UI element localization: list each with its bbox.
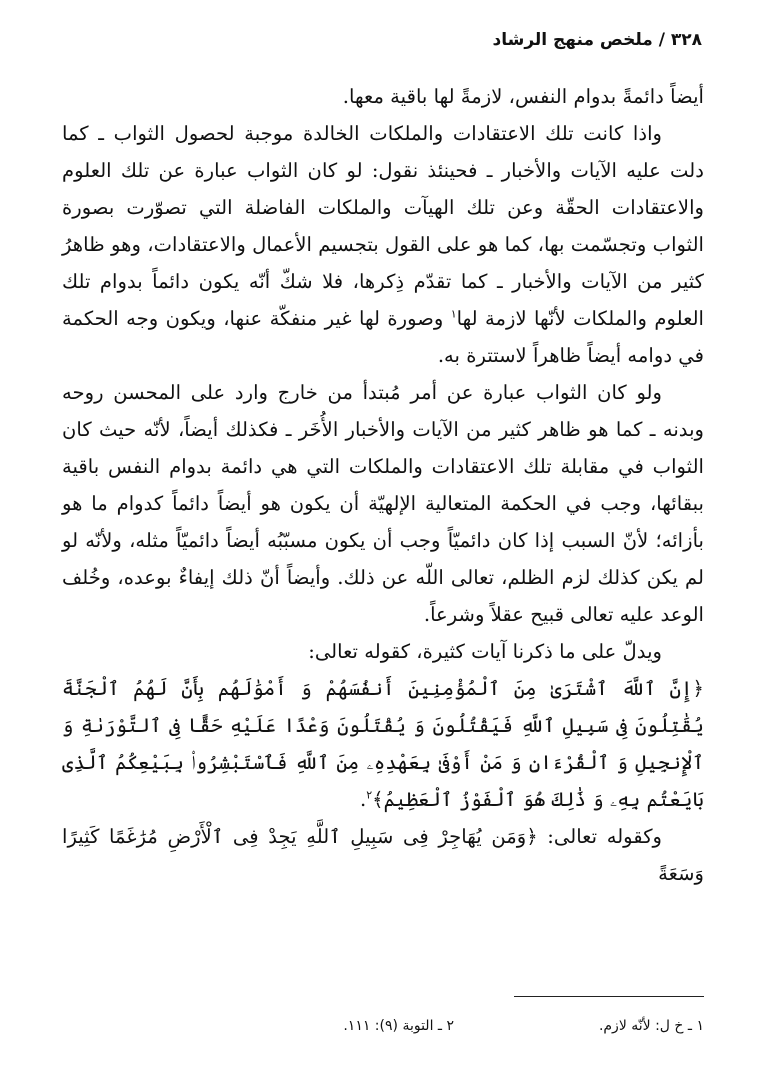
footnote-mark-2[interactable]: ٢ [366, 788, 373, 802]
page-title: ٣٢٨ / ملخص منهج الرشاد [492, 30, 702, 50]
paragraph-2: واذا كانت تلك الاعتقادات والملكات الخالدة موجبة لحصول الثواب ـ كما دلت عليه الآيات والأخبار ـ فحينئذ نقول: لو كان الثواب عبارة عن تلك العلوم والاعتقادات الحقّة وعن تلك الهيآت والملكات الفاضلة التي تصوّرت بصورة الثواب وتجسّمت بها، كما هو على القول بتجسيم الأعمال والاعتقادات، وهو ظاهرُ كثير من الآيات والأخبار ـ كما تقدّم ذِكرها، فلا شكّ أنّه يكون دائماً بدوام تلك العلوم والملكات لأنّها لازمة لها$^١$ وصورة لها غير منفكّة عنها، ويكون وجه الحكمة في دوامه أيضاً ظاهراً لاستترة به. [62, 122, 705, 367]
quran-verse-2: وكقوله تعالى: ﴿وَمَن يُهَاجِرْ فِى سَبِيلِ ٱللَّهِ يَجِدْ فِى ٱلْأَرْضِ مُرَٰغَمًا كَثِيرًا وَسَعَةً [62, 825, 704, 885]
footnote-2: ٢ ـ التوبة (٩): ١١١. [343, 1018, 454, 1034]
quran-verse-1: ﴿إِنَّ ٱللَّهَ ٱشْتَرَىٰ مِنَ ٱلْمُؤْمِنِينَ أَنفُسَهُمْ وَ أَمْوَٰلَهُم بِأَنَّ لَهُمُ ٱلْجَنَّةَ يُقَٰتِلُونَ فِى سَبِيلِ ٱللَّهِ فَيَقْتُلُونَ وَ يُقْتَلُونَ وَعْدًا عَلَيْهِ حَقًّا فِى ٱلتَّوْرَىٰةِ وَ ٱلْإِنجِيلِ وَ ٱلْقُرْءَانِ وَ مَنْ أَوْفَىٰ بِعَهْدِهِۦ مِنَ ٱللَّهِ فَٱسْتَبْشِرُوا۟ بِبَيْعِكُمُ ٱلَّذِى بَايَعْتُم بِهِۦ وَ ذَٰلِكَ هُوَ ٱلْفَوْزُ ٱلْعَظِيمُ﴾$^٢$. [62, 677, 704, 811]
paragraph-4: ويدلّ على ما ذكرنا آيات كثيرة، كقوله تعالى: [308, 640, 662, 663]
page-header [60, 30, 702, 60]
footnote-1: ١ ـ خ ل: لأنّه لازم. [598, 1018, 704, 1034]
footnotes [62, 1018, 704, 1042]
footnote-divider [514, 996, 704, 997]
paragraph-1: أيضاً دائمةً بدوام النفس، لازمةً لها باقية معها. [342, 85, 704, 108]
paragraph-3: ولو كان الثواب عبارة عن أمر مُبتدأ من خارج وارد على المحسن روحه وبدنه ـ كما هو ظاهر كثير من الآيات والأخبار الأُخَر ـ فكذلك أيضاً، لأنّه حيث كان الثواب في مقابلة تلك الاعتقادات والملكات التي هي دائمة بدوام النفس باقية ببقائها، وجب في الحكمة المتعالية الإلهيّة أن يكون هو أيضاً دائماً كدوام ما هو بأزائه؛ لأنّ السبب إذا كان دائميّاً وجب أن يكون مسبّبُه أيضاً دائميّاً مثله، ولأنّه لو لم يكن كذلك لزم الظلم، تعالى اللّه عن ذلك. وأيضاً أنّ ذلك إيفاءٌ بوعده، وخُلف الوعد عليه تعالى قبيح عقلاً وشرعاً. [62, 381, 704, 626]
footnote-mark-1[interactable]: ١ [450, 307, 457, 321]
main-text [62, 78, 704, 892]
